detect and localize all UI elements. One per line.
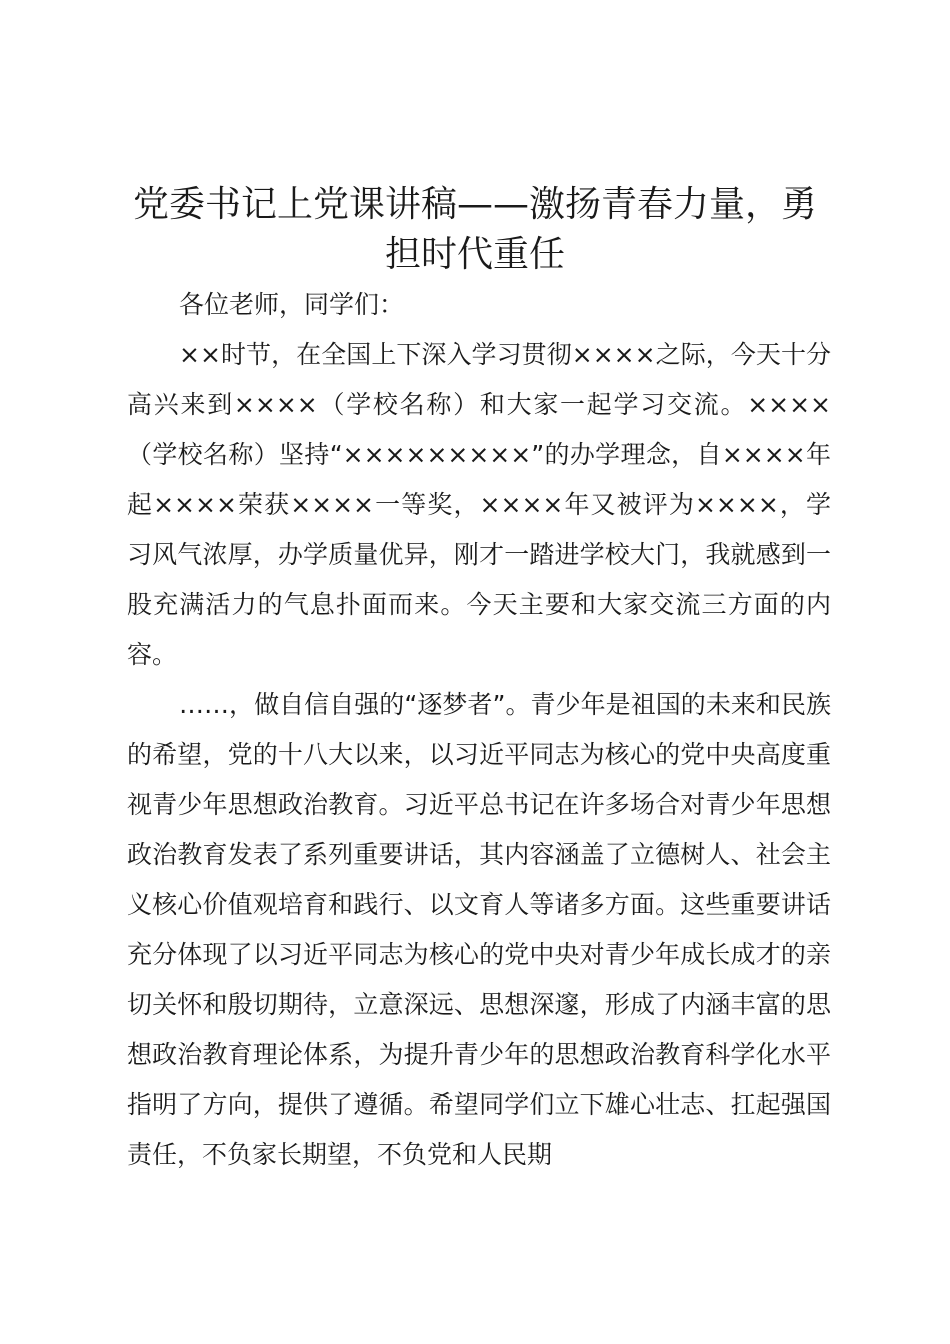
paragraph-dream-chaser: ……，做自信自强的“逐梦者”。青少年是祖国的未来和民族的希望，党的十八大以来，以习近平同志为核心的党中央高度重视青少年思想政治教育。习近平总书记在许多场合对青少年思想政治教育发表了系列重要讲话，其内容涵盖了立德树人、社会主义核心价值观培育和践行、以文育人等诸多方面。这些重要讲话充分体现了以习近平同志为核心的党中央对青少年成长成才的亲切关怀和殷切期待，立意深远、思想深邃，形成了内涵丰富的思想政治教育理论体系，为提升青少年的思想政治教育科学化水平指明了方向，提供了遵循。希望同学们立下雄心壮志、扛起强国责任，不负家长期望，不负党和人民期 (127, 690, 831, 1169)
paragraph-salutation: 各位老师，同学们： (179, 290, 405, 319)
paragraph-introduction: ××时节，在全国上下深入学习贯彻××××之际，今天十分高兴来到××××（学校名称）和大家一起学习交流。××××（学校名称）坚持“×××××××××”的办学理念，自××××年起××××荣获××××一等奖，××××年又被评为××××，学习风气浓厚，办学质量优异，刚才一踏进学校大门，我就感到一股充满活力的气息扑面而来。今天主要和大家交流三方面的内容。 (127, 340, 831, 669)
document-title: 党委书记上党课讲稿——激扬青春力量，勇担时代重任 (132, 184, 817, 275)
document-body (127, 280, 831, 1180)
